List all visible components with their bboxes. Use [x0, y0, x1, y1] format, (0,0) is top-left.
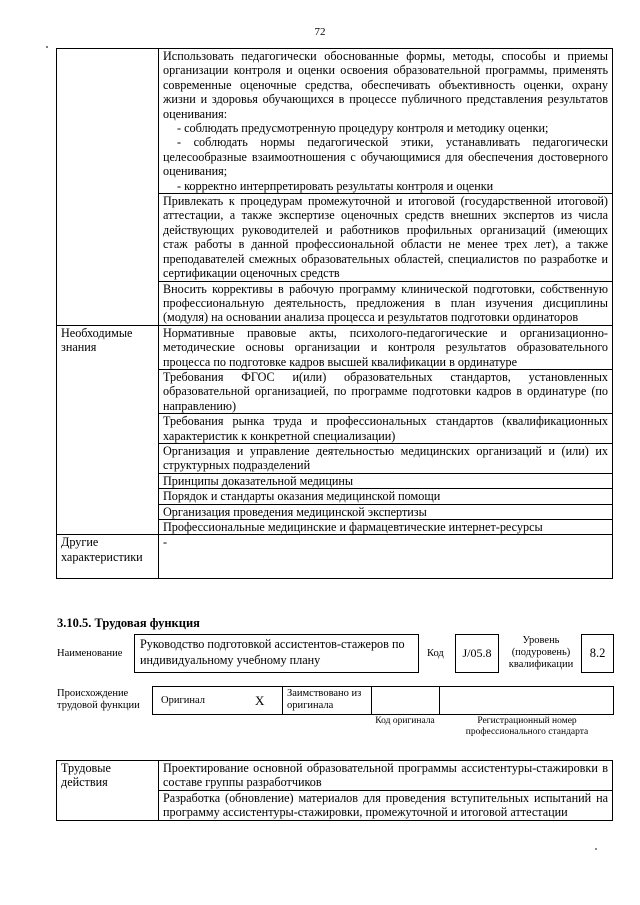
knowledge-cell: Принципы доказательной медицины [159, 473, 613, 488]
actions-label: Трудовые действия [57, 761, 159, 821]
origin-label: Происхождение трудовой функции [57, 688, 140, 711]
empty-label-cell [57, 49, 159, 326]
skill-cell: Привлекать к процедурам промежуточной и итоговой (государственной итоговой) аттестации, а также экспертизе оценочных средств внешних экспертов из числа действующих руководителей и работников профильных организаций (имеющих стаж работы в данной профессиональной области не менее трех лет), а также преподавателей смежных образовательных областей, специалистов по разработке и сертификации оценочных средств [159, 194, 613, 281]
skill-cell: Вносить коррективы в рабочую программу клинической подготовки, собственную профессиональную деятельность, предложения в план изучения дисциплины (модуля) на основании анализа процесса и результатов подготовки ординаторов [159, 281, 613, 325]
code-label: Код [427, 648, 444, 659]
action-cell: Проектирование основной образовательной программы ассистентуры-стажировки в составе группы разработчиков [159, 761, 613, 791]
code-value: J/05.8 [462, 646, 492, 660]
table-row [57, 535, 613, 579]
other-value: - [159, 535, 613, 579]
level-box [581, 634, 614, 673]
skill-text: Использовать педагогически обоснованные формы, методы, способы и приемы организации контроля и оценки освоения образовательной программы, применять современные оценочные средства, обеспечивать объективность оценки, охрану жизни и здоровья обучающихся в процессе публичного представления результатов оценивания: [163, 49, 608, 121]
name-box [134, 634, 419, 673]
code-orig-caption: Код оригинала [375, 716, 435, 726]
origin-box [152, 686, 614, 715]
original-label: Оригинал [161, 695, 205, 706]
table-row [57, 49, 613, 194]
name-label: Наименование [57, 648, 123, 659]
bullet-item: - соблюдать нормы педагогической этики, устанавливать педагогически целесообразные взаимоотношения с обучающимися для обеспечения достоверного оценивания; [163, 135, 608, 179]
code-box [455, 634, 499, 673]
knowledge-label: Необходимые знания [57, 325, 159, 535]
scan-speck [595, 848, 597, 850]
table-row [57, 325, 613, 369]
other-label: Другие характеристики [57, 535, 159, 579]
knowledge-cell: Порядок и стандарты оказания медицинской помощи [159, 489, 613, 504]
knowledge-cell: Организация проведения медицинской экспертизы [159, 504, 613, 519]
page-number: 72 [314, 26, 326, 38]
skill-cell [159, 49, 613, 194]
section-title: 3.10.5. Трудовая функция [57, 616, 200, 630]
knowledge-cell: Требования рынка труда и профессиональных стандартов (квалификационных характеристик к конкретной специализации) [159, 414, 613, 444]
knowledge-cell: Профессиональные медицинские и фармацевтические интернет-ресурсы [159, 520, 613, 535]
scan-speck [46, 46, 48, 48]
table-row [57, 761, 613, 791]
level-value: 8.2 [589, 646, 606, 660]
actions-table [56, 760, 613, 821]
knowledge-cell: Организация и управление деятельностью медицинских организаций и (или) их структурных подразделений [159, 443, 613, 473]
bullet-item: - корректно интерпретировать результаты контроля и оценки [177, 178, 494, 193]
action-cell: Разработка (обновление) материалов для проведения вступительных испытаний на программу ассистентуры-стажировки, промежуточной и итоговой аттестации [159, 790, 613, 820]
original-mark: X [255, 693, 265, 708]
knowledge-cell: Нормативные правовые акты, психолого-педагогические и организационно-методические основы организации и контроля результатов образовательного процесса по подготовке кадров высшей квалификации в ординатуре [159, 325, 613, 369]
knowledge-cell: Требования ФГОС и(или) образовательных стандартов, установленных образовательной организацией, по программе подготовки кадров в ординатуре (по направлению) [159, 369, 613, 413]
skills-table [56, 48, 613, 579]
name-value: Руководство подготовкой ассистентов-стажеров по индивидуальному учебному плану [140, 637, 405, 667]
bullet-item: - соблюдать предусмотренную процедуру контроля и методику оценки; [177, 121, 549, 136]
reg-caption: Регистрационный номер профессионального стандарта [465, 716, 589, 737]
borrowed-label: Заимствовано из оригинала [287, 688, 362, 711]
level-label: Уровень (подуровень) квалификации [508, 635, 574, 670]
